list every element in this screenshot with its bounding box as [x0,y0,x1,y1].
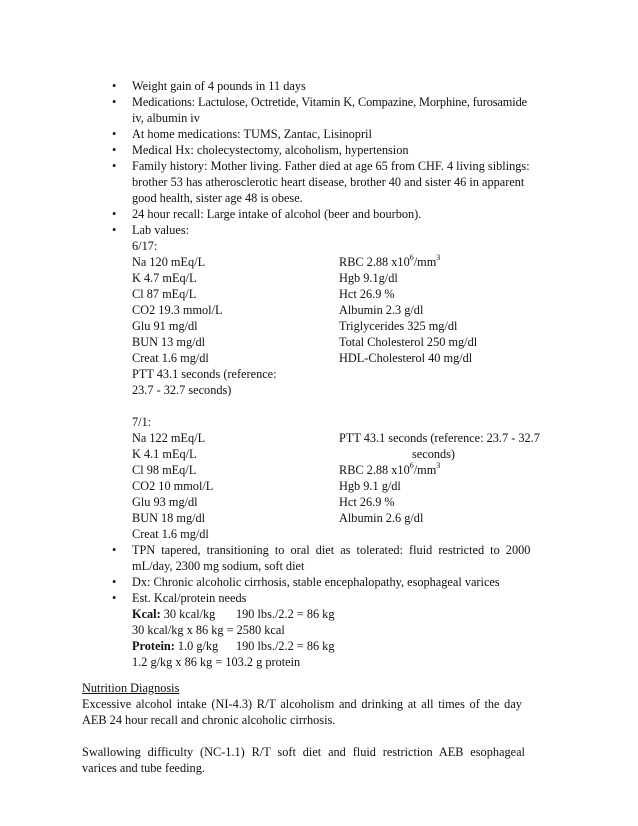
bullet: • [112,591,117,605]
lab-values-heading: Lab values: [132,223,190,237]
lab-617-left: PTT 43.1 seconds (reference: [132,367,277,381]
medical-history-text: Medical Hx: cholecystectomy, alcoholism, hypertension [132,143,409,157]
protein-weight: 190 lbs./2.2 = 86 kg [236,639,335,653]
est-needs-heading: Est. Kcal/protein needs [132,591,247,605]
lab-71-left: Glu 93 mg/dl [132,495,198,509]
tpn-line-2: mL/day, 2300 mg sodium, soft diet [132,559,305,573]
lab-71-ptt: PTT 43.1 seconds (reference: 23.7 - 32.7 [339,431,540,445]
tpn-line-1: TPN tapered, transitioning to oral diet as tolerated: fluid restricted to 2000 [132,543,531,557]
lab-617-left: K 4.7 mEq/L [132,271,197,285]
lab-617-left: Creat 1.6 mg/dl [132,351,209,365]
bullet: • [112,95,117,109]
lab-71-left: CO2 10 mmol/L [132,479,214,493]
lab-617-left: Glu 91 mg/dl [132,319,198,333]
lab-71-left: Creat 1.6 mg/dl [132,527,209,541]
bullet: • [112,207,117,221]
lab-71-right: Albumin 2.6 g/dl [339,511,424,525]
lab-617-right: Total Cholesterol 250 mg/dl [339,335,478,349]
lab-71-left: Na 122 mEq/L [132,431,206,445]
lab-617-left: CO2 19.3 mmol/L [132,303,223,317]
family-history-line-3: good health, sister age 48 is obese. [132,191,303,205]
lab-71-right: Hgb 9.1 g/dl [339,479,401,493]
dx-text: Dx: Chronic alcoholic cirrhosis, stable encephalopathy, esophageal varices [132,575,500,589]
bullet: • [112,543,117,557]
lab-date-71: 7/1: [132,415,152,429]
family-history-line-2: brother 53 has atherosclerotic heart disease, brother 40 and sister 46 in apparent [132,175,525,189]
recall-text: 24 hour recall: Large intake of alcohol (beer and bourbon). [132,207,422,221]
lab-71-right: Hct 26.9 % [339,495,395,509]
nutrition-diagnosis-heading: Nutrition Diagnosis [82,681,180,695]
lab-617-rbc: RBC 2.88 $x10^6/mm^3$ [339,252,441,269]
diagnosis-p1-line-1: Excessive alcohol intake (NI-4.3) R/T alcoholism and drinking at all times of the day [82,697,522,711]
lab-617-right: Triglycerides 325 mg/dl [339,319,458,333]
kcal-line-2: 30 kcal/kg x 86 kg = 2580 kcal [132,623,285,637]
lab-617-right: Hct 26.9 % [339,287,395,301]
lab-71-left: Cl 98 mEq/L [132,463,197,477]
protein-line-1: Protein: 1.0 g/kg [132,639,219,653]
protein-line-2: 1.2 g/kg x 86 kg = 103.2 g protein [132,655,301,669]
bullet: • [112,127,117,141]
home-medications-text: At home medications: TUMS, Zantac, Lisinopril [132,127,372,141]
lab-617-right: Albumin 2.3 g/dl [339,303,424,317]
weight-gain-text: Weight gain of 4 pounds in 11 days [132,79,306,93]
medications-line-2: iv, albumin iv [132,111,200,125]
lab-617-left: Na 120 mEq/L [132,255,206,269]
bullet: • [112,223,117,237]
diagnosis-p2-line-2: varices and tube feeding. [82,761,205,775]
kcal-line-1: Kcal: 30 kcal/kg [132,607,216,621]
bullet: • [112,575,117,589]
lab-71-left: BUN 18 mg/dl [132,511,206,525]
lab-71-rbc: RBC 2.88 $x10^6/mm^3$ [339,460,441,477]
bullet: • [112,79,117,93]
lab-date-617: 6/17: [132,239,158,253]
family-history-line-1: Family history: Mother living. Father died at age 65 from CHF. 4 living siblings: [132,159,530,173]
lab-617-left: Cl 87 mEq/L [132,287,197,301]
lab-617-left: 23.7 - 32.7 seconds) [132,383,232,397]
lab-617-right: HDL-Cholesterol 40 mg/dl [339,351,473,365]
lab-71-left: K 4.1 mEq/L [132,447,197,461]
bullet: • [112,159,117,173]
lab-617-left: BUN 13 mg/dl [132,335,206,349]
lab-71-ptt-cont: seconds) [412,447,456,461]
bullet: • [112,143,117,157]
kcal-weight: 190 lbs./2.2 = 86 kg [236,607,335,621]
diagnosis-p1-line-2: AEB 24 hour recall and chronic alcoholic cirrhosis. [82,713,336,727]
medications-line-1: Medications: Lactulose, Octretide, Vitamin K, Compazine, Morphine, furosamide [132,95,527,109]
lab-617-right: Hgb 9.1g/dl [339,271,398,285]
diagnosis-p2-line-1: Swallowing difficulty (NC-1.1) R/T soft diet and fluid restriction AEB esophageal [82,745,525,759]
